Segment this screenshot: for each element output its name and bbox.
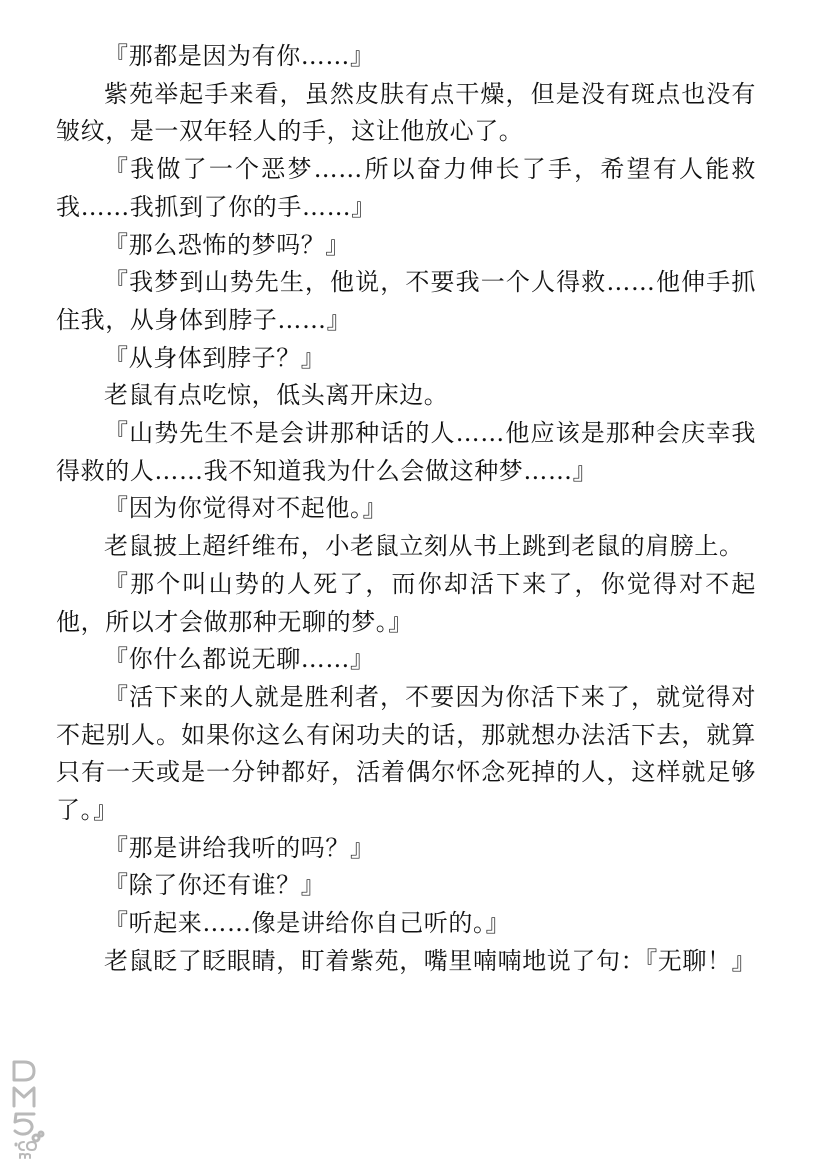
paragraph-6: 『从身体到脖子？』	[104, 343, 326, 372]
paragraph-7: 老鼠有点吃惊，低头离开床边。	[104, 381, 449, 410]
paragraph-17: 老鼠眨了眨眼睛，盯着紫苑，嘴里喃喃地说了句：『无聊！』	[104, 946, 757, 975]
dm5-watermark-logo	[6, 1050, 46, 1160]
paragraph-15: 『除了你还有谁？』	[104, 871, 326, 900]
paragraph-12: 『你什么都说无聊……』	[104, 645, 375, 674]
paragraph-2: 紫苑举起手来看，虽然皮肤有点干燥，但是没有斑点也没有皱纹，是一双年轻人的手，这让他放心了。	[56, 79, 756, 146]
paragraph-10: 老鼠披上超纤维布，小老鼠立刻从书上跳到老鼠的肩膀上。	[104, 532, 744, 561]
paragraph-14: 『那是讲给我听的吗？』	[104, 833, 375, 862]
text-body	[56, 38, 756, 981]
paragraph-1: 『那都是因为有你……』	[104, 42, 375, 70]
paragraph-16: 『听起来……像是讲给你自己听的。』	[104, 909, 511, 938]
paragraph-9: 『因为你觉得对不起他。』	[104, 494, 388, 523]
paragraph-11: 『那个叫山势的人死了，而你却活下来了，你觉得对不起他，所以才会做那种无聊的梦。』	[56, 569, 756, 636]
paragraph-4: 『那么恐怖的梦吗？』	[104, 230, 350, 259]
paragraph-5: 『我梦到山势先生，他说，不要我一个人得救……他伸手抓住我，从身体到脖子……』	[56, 268, 756, 334]
paragraph-3: 『我做了一个恶梦……所以奋力伸长了手，希望有人能救我……我抓到了你的手……』	[56, 155, 756, 221]
paragraph-13: 『活下来的人就是胜利者，不要因为你活下来了，就觉得对不起别人。如果你这么有闲功夫的话，那就想办法活下去，就算只有一天或是一分钟都好，活着偶尔怀念死掉的人，这样就足够了。』	[56, 682, 756, 825]
paragraph-8: 『山势先生不是会讲那种话的人……他应该是那种会庆幸我得救的人……我不知道我为什么会做这种梦……』	[56, 419, 756, 485]
